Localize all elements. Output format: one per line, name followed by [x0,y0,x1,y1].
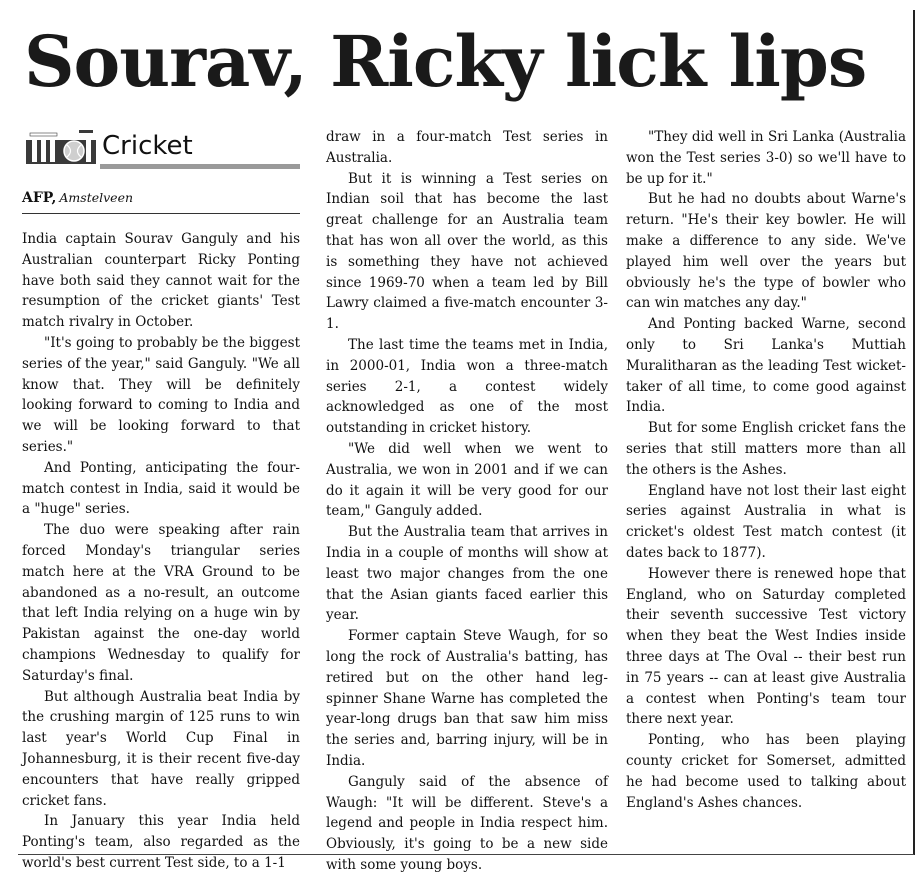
bottom-rule [18,854,914,855]
paragraph: But he had no doubts about Warne's return. "He's their key bowler. He will make a difference to any side. We've played him well over the years but obviously he's the type of bowler who can win matches any day." [626,191,906,312]
section-label: Cricket [102,131,193,161]
paragraph: In January this year India held Ponting's team, also regarded as the world's best current Test side, to a 1-1 [22,813,300,871]
paragraph: And Ponting, anticipating the four-match contest in India, said it would be a "huge" series. [22,459,300,518]
byline-place: Amstelveen [59,190,134,205]
article-column-2 [326,127,608,876]
paragraph: And Ponting backed Warne, second only to Sri Lanka's Muttiah Muralitharan as the leading Test wicket-taker of all time, to come good against India. [626,316,906,416]
article-column-3 [626,127,906,813]
paragraph: draw in a four-match Test series in Australia. [326,129,608,166]
paragraph: But it is winning a Test series on Indian soil that has become the last great challenge for an Australia team that has won all over the world, as this is something they have not achieved since 1969-70 when a team led by Bill Lawry claimed a five-match encounter 3-1. [326,170,608,333]
article-column-1 [22,229,300,874]
paragraph: The last time the teams met in India, in 2000-01, India won a three-match series 2-1, a contest widely acknowledged as one of the most outstanding in cricket history. [326,336,608,437]
paragraph: Ponting, who has been playing county cricket for Somerset, admitted he had become used to talking about England's Ashes chances. [626,732,906,811]
paragraph: But the Australia team that arrives in India in a couple of months will show at least two major changes from the one that the Asian giants faced earlier this year. [326,524,608,624]
paragraph: The duo were speaking after rain forced Monday's triangular series match here at the VRA Ground to be abandoned as a no-result, an outcome that left India relying on a huge win by Pakistan against the one-day world champions Wednesday to qualify for Saturday's final. [22,522,300,684]
byline [22,188,133,208]
column-rule [913,10,915,855]
section-header [22,124,300,170]
paragraph: "We did well when we went to Australia, we won in 2001 and if we can do it again it will be very good for our team," Ganguly added. [326,440,608,520]
paragraph: Ganguly said of the absence of Waugh: "It will be different. Steve's a legend and people in India respect him. Obviously, it's going to be a new side with some young boys. [326,773,608,873]
byline-rule [22,213,300,214]
paragraph: Former captain Steve Waugh, for so long the rock of Australia's batting, has retired but on the other hand leg-spinner Shane Warne has completed the year-long drugs ban that saw him miss the series and, barring injury, will be in India. [326,628,608,769]
section-bar [100,164,300,169]
paragraph: But for some English cricket fans the series that still matters more than all the others is the Ashes. [626,420,906,478]
cricket-stumps-ball-icon [24,126,96,166]
headline: Sourav, Ricky lick lips [24,20,867,103]
paragraph: "They did well in Sri Lanka (Australia won the Test series 3-0) so we'll have to be up for it." [626,129,906,187]
paragraph: England have not lost their last eight series against Australia in what is cricket's oldest Test match contest (it dates back to 1877). [626,482,906,561]
paragraph: However there is renewed hope that England, who on Saturday completed their seventh successive Test victory when they beat the West Indies inside three days at The Oval -- their best run in 75 years -- can at least give Australia a contest when Ponting's team tour there next year. [626,565,906,728]
byline-agency: AFP, [22,190,57,206]
paragraph: "It's going to probably be the biggest series of the year," said Ganguly. "We all know that. They will be definitely looking forward to coming to India and we will be looking forward to that series." [22,334,300,455]
paragraph: But although Australia beat India by the crushing margin of 125 runs to win last year's World Cup Final in Johannesburg, it is their recent five-day encounters that have really gripped cricket fans. [22,688,300,809]
paragraph: India captain Sourav Ganguly and his Australian counterpart Ricky Ponting have both said they cannot wait for the resumption of the cricket giants' Test match rivalry in October. [22,231,300,331]
